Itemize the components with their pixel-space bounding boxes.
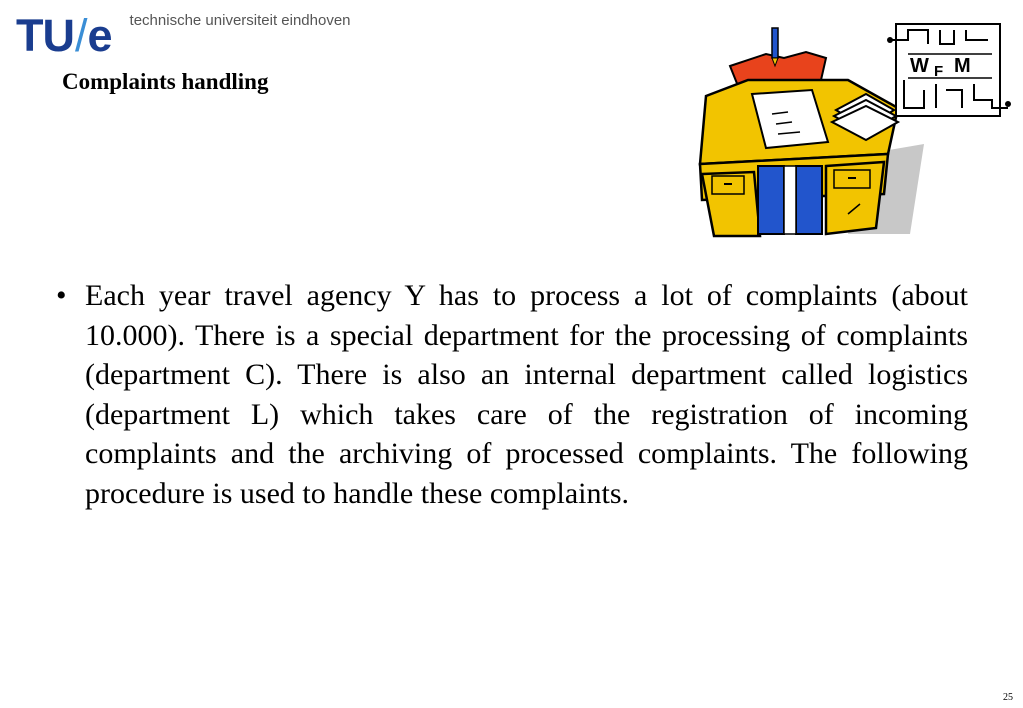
bullet-item [56, 276, 968, 513]
logo-slash: / [75, 10, 87, 61]
slide-title: Complaints handling [62, 69, 269, 94]
slide-content [56, 276, 968, 513]
bullet-text: Each year travel agency Y has to process a lot of complaints (about 10.000). There is a special department for the processing of complaints (department C). There is also an internal department called logistics (department L) which takes care of the registration of incoming complaints and the archiving of processed complaints. The following procedure is used to handle these complaints. [85, 279, 968, 510]
wfm-letter-w: W [910, 55, 929, 77]
page-number: 25 [1003, 692, 1013, 703]
logo-e: e [87, 10, 112, 61]
university-name: technische universiteit eindhoven [129, 12, 351, 29]
tue-logo [16, 10, 351, 64]
bullet-icon: • [56, 279, 67, 312]
wfm-maze-logo [884, 20, 1016, 120]
logo-tu: TU [16, 10, 74, 61]
wfm-letter-m: M [954, 55, 971, 77]
tue-logo-mark [16, 10, 112, 62]
wfm-letter-f: F [934, 63, 944, 80]
